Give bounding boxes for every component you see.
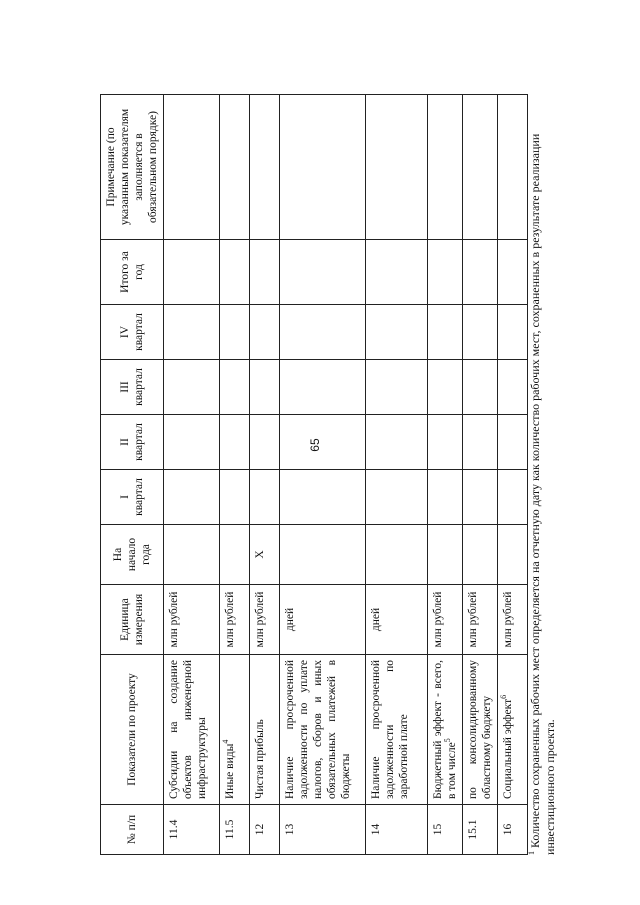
row-q2 [220,415,250,470]
row-q3 [220,360,250,415]
row-indicator [220,655,250,805]
row-start-of-year [220,525,250,585]
row-total [463,240,498,305]
row-q4 [498,305,528,360]
row-num: 16 [498,805,528,855]
row-unit: дней [366,585,428,655]
row-note [428,95,463,240]
page-number: 65 [308,438,322,452]
row-q3 [280,360,366,415]
indicator-text: Наличие просроченной задолженности по уплате налогов, сборов и иных обязательных платежей в бюджеты [284,660,352,799]
indicator-text: Иные виды [224,743,236,799]
row-q2 [428,415,463,470]
row-note [164,95,220,240]
row-q1 [280,470,366,525]
row-note [463,95,498,240]
row-note [280,95,366,240]
footnote-text: Количество сохраненных рабочих мест определяется на отчетную дату как количество рабочих мест, сохраненных в результате реализации инвестиционного проекта. [528,133,557,855]
row-q1 [220,470,250,525]
row-q3 [463,360,498,415]
row-q4 [164,305,220,360]
header-q3: III квартал [101,360,164,415]
row-total [428,240,463,305]
table-row [250,95,280,855]
row-q1 [498,470,528,525]
row-note [498,95,528,240]
row-q3 [250,360,280,415]
row-num: 13 [280,805,366,855]
report-table [100,94,528,855]
row-total [250,240,280,305]
row-num: 12 [250,805,280,855]
row-unit: млн рублей [164,585,220,655]
row-total [220,240,250,305]
row-num: 14 [366,805,428,855]
row-q1 [366,470,428,525]
footnote-ref: 4 [221,739,231,744]
row-note [220,95,250,240]
row-q1 [250,470,280,525]
row-q1 [463,470,498,525]
table-row [498,95,528,855]
row-q2 [280,415,366,470]
indicator-text: Субсидии на создание объектов инженерной инфраструктуры [168,660,208,799]
header-start-of-year: На начало года [101,525,164,585]
footnote [528,65,558,855]
row-q3 [366,360,428,415]
footnote-marker: 1 [527,851,536,855]
footnote-ref: 5 [443,738,453,743]
rotated-sheet [100,45,580,855]
row-indicator [428,655,463,805]
indicator-text: Социальный эффект [502,698,514,799]
indicator-text: по консолидированному областному бюджету [467,660,493,799]
row-note [250,95,280,240]
row-unit: млн рублей [428,585,463,655]
table-body [164,95,528,855]
row-q2 [498,415,528,470]
table-row [280,95,366,855]
header-indicator: Показатели по проекту [101,655,164,805]
row-num: 15 [428,805,463,855]
row-q4 [463,305,498,360]
row-indicator [498,655,528,805]
indicator-text: Бюджетный эффект - всего, в том числе [432,660,458,799]
row-num: 11.4 [164,805,220,855]
table-row [428,95,463,855]
table-row [164,95,220,855]
row-q2 [164,415,220,470]
table-row [366,95,428,855]
row-total [280,240,366,305]
row-note [366,95,428,240]
row-start-of-year [164,525,220,585]
row-start-of-year [428,525,463,585]
header-q1: I квартал [101,470,164,525]
row-indicator [164,655,220,805]
header-unit: Единица измерения [101,585,164,655]
header-total: Итого за год [101,240,164,305]
row-q2 [463,415,498,470]
header-q2: II квартал [101,415,164,470]
row-q4 [428,305,463,360]
row-total [164,240,220,305]
row-start-of-year [463,525,498,585]
row-indicator [250,655,280,805]
header-q4: IV квартал [101,305,164,360]
row-unit: млн рублей [463,585,498,655]
header-note: Примечание (по указанным показателям заполняется в обязательном порядке) [101,95,164,240]
row-start-of-year [498,525,528,585]
row-q3 [164,360,220,415]
row-indicator [280,655,366,805]
row-q4 [366,305,428,360]
row-q2 [250,415,280,470]
row-unit: дней [280,585,366,655]
row-q3 [428,360,463,415]
row-total [366,240,428,305]
row-unit: млн рублей [250,585,280,655]
row-q1 [428,470,463,525]
row-q1 [164,470,220,525]
footnote-ref: 6 [499,694,509,699]
row-unit: млн рублей [498,585,528,655]
row-q3 [498,360,528,415]
row-indicator [463,655,498,805]
row-q2 [366,415,428,470]
row-q4 [250,305,280,360]
table-header-row [101,95,164,855]
row-q4 [280,305,366,360]
row-num: 15.1 [463,805,498,855]
row-start-of-year [280,525,366,585]
table-row [463,95,498,855]
indicator-text: Наличие просроченной задолженности по заработной плате [370,660,410,799]
row-num: 11.5 [220,805,250,855]
row-q4 [220,305,250,360]
row-total [498,240,528,305]
row-start-of-year: X [250,525,280,585]
indicator-text: Чистая прибыль [254,719,266,799]
table-row [220,95,250,855]
row-start-of-year [366,525,428,585]
row-indicator [366,655,428,805]
header-num: № п/п [101,805,164,855]
row-unit: млн рублей [220,585,250,655]
